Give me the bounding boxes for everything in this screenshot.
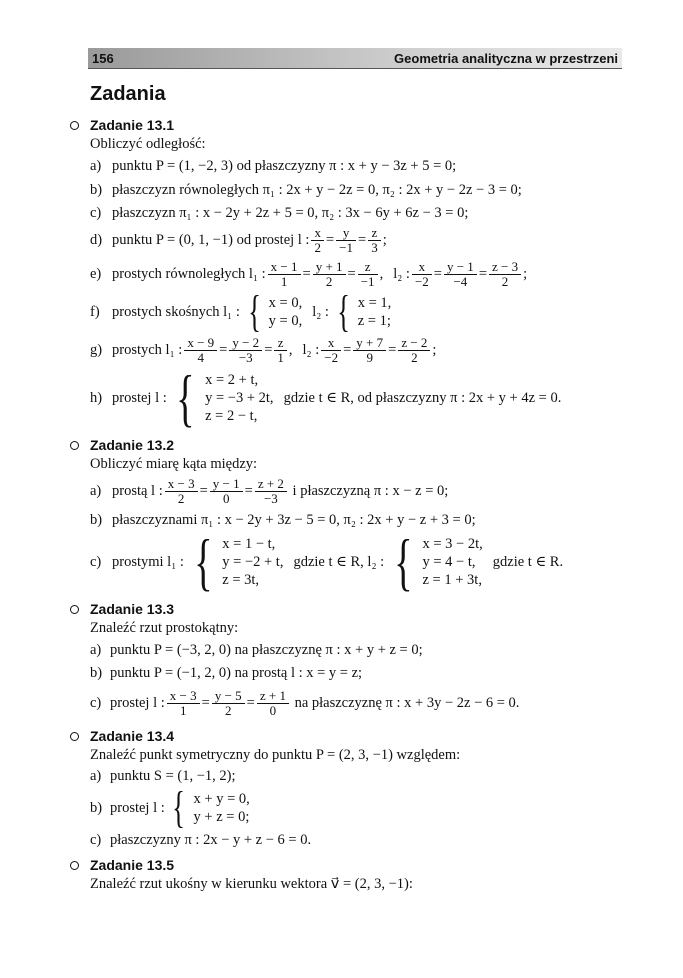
exercise-heading [68, 727, 638, 745]
exercise-heading [68, 436, 638, 454]
exercise-13-1 [68, 116, 638, 433]
item-e: e) prostych równoległych l₁ : $\frac{x - 1}{1}$ = $\frac{y + 1}{2}$ = $\frac{z}{-1}$ , l₂ : $\frac{x}{-2}$ = $\frac{y - 1}{-4}$ = $\frac{z - 3}{2}$ ; [90, 258, 528, 289]
exercise-intro: Obliczyć odległość: [90, 136, 206, 152]
circle-bullet-icon [70, 441, 79, 450]
item-g: g) prostych l₁ : $\frac{x - 9}{4}$ = $\frac{y - 2}{-3}$ = $\frac{z}{1}$ , l₂ : $\frac{x}{-2}$ = $\frac{y + 7}{9}$ = $\frac{z - 2}{2}$ ; [90, 334, 437, 365]
exercise-heading [68, 600, 638, 618]
item-a: a) punktu P = (1, −2, 3) od płaszczyzny π : x + y − 3z + 5 = 0; [90, 158, 457, 174]
exercise-title: Zadanie 13.5 [90, 857, 175, 873]
item-d: d) punktu P = (0, 1, −1) od prostej l : $\frac{x}{2}$ = $\frac{y}{-1}$ = $\frac{z}{3}$ ; [90, 224, 387, 255]
exercise-heading [68, 856, 638, 874]
exercise-title: Zadanie 13.4 [90, 728, 175, 744]
page-header [88, 48, 622, 69]
page-number: 156 [92, 50, 114, 66]
circle-bullet-icon [70, 732, 79, 741]
item-f: f) prostych skośnych l₁ : { x = 0, y = 0, l₂ : { x = 1, z = 1; [90, 287, 392, 336]
item-b: b) punktu P = (−1, 2, 0) na prostą l : x = y = z; [90, 665, 363, 681]
item-c: c) płaszczyzn π₁ : x − 2y + 2z + 5 = 0, π₂ : 3x − 6y + 6z − 3 = 0; [90, 205, 469, 221]
item-a: a) punktu S = (1, −1, 2); [90, 768, 236, 784]
exercise-13-2 [68, 436, 638, 597]
item-h: h) prostej l : { x = 2 + t, y = −3 + 2t, z = 2 − t, gdzie t ∈ R, od płaszczyzny π : 2x + y + 4z = 0. [90, 362, 562, 433]
item-c: c) prostej l : $\frac{x - 3}{1}$ = $\frac{y - 5}{2}$ = $\frac{z + 1}{0}$ na płaszczyznę π : x + 3y − 2z − 6 = 0. [90, 687, 520, 718]
item-a: a) prostą l : $\frac{x - 3}{2}$ = $\frac{y - 1}{0}$ = $\frac{z + 2}{-3}$ i płaszczyzną π : x − z = 0; [90, 475, 449, 506]
section-title: Zadania [90, 83, 166, 105]
exercise-13-4 [68, 727, 638, 851]
circle-bullet-icon [70, 121, 79, 130]
exercise-13-3 [68, 600, 638, 722]
exercise-title: Zadanie 13.1 [90, 117, 175, 133]
exercise-13-5 [68, 856, 638, 894]
circle-bullet-icon [70, 605, 79, 614]
exercise-title: Zadanie 13.2 [90, 437, 175, 453]
exercise-heading [68, 116, 638, 134]
exercise-intro: Znaleźć rzut prostokątny: [90, 620, 239, 636]
exercise-intro: Znaleźć punkt symetryczny do punktu P = (2, 3, −1) względem: [90, 747, 461, 763]
item-a: a) punktu P = (−3, 2, 0) na płaszczyznę π : x + y + z = 0; [90, 642, 423, 658]
exercise-intro: Znaleźć rzut ukośny w kierunku wektora v⃗ = (2, 3, −1): [90, 876, 413, 892]
item-c: c) prostymi l₁ : { x = 1 − t, y = −2 + t, z = 3t, gdzie t ∈ R, l₂ : { x = 3 − 2t, y = 4 − t, z = 1 + 3t, gdzie t ∈ R. [90, 526, 564, 597]
circle-bullet-icon [70, 861, 79, 870]
item-b: b) prostej l : { x + y = 0, y + z = 0; [90, 783, 250, 832]
chapter-title: Geometria analityczna w przestrzeni [394, 50, 618, 66]
item-c: c) płaszczyzny π : 2x − y + z − 6 = 0. [90, 832, 312, 848]
item-b: b) płaszczyzn równoległych π₁ : 2x + y − 2z = 0, π₂ : 2x + y − 2z − 3 = 0; [90, 182, 522, 198]
item-b: b) płaszczyznami π₁ : x − 2y + 3z − 5 = 0, π₂ : 2x + y − z + 3 = 0; [90, 512, 476, 528]
exercise-intro: Obliczyć miarę kąta między: [90, 456, 258, 472]
exercise-title: Zadanie 13.3 [90, 601, 175, 617]
